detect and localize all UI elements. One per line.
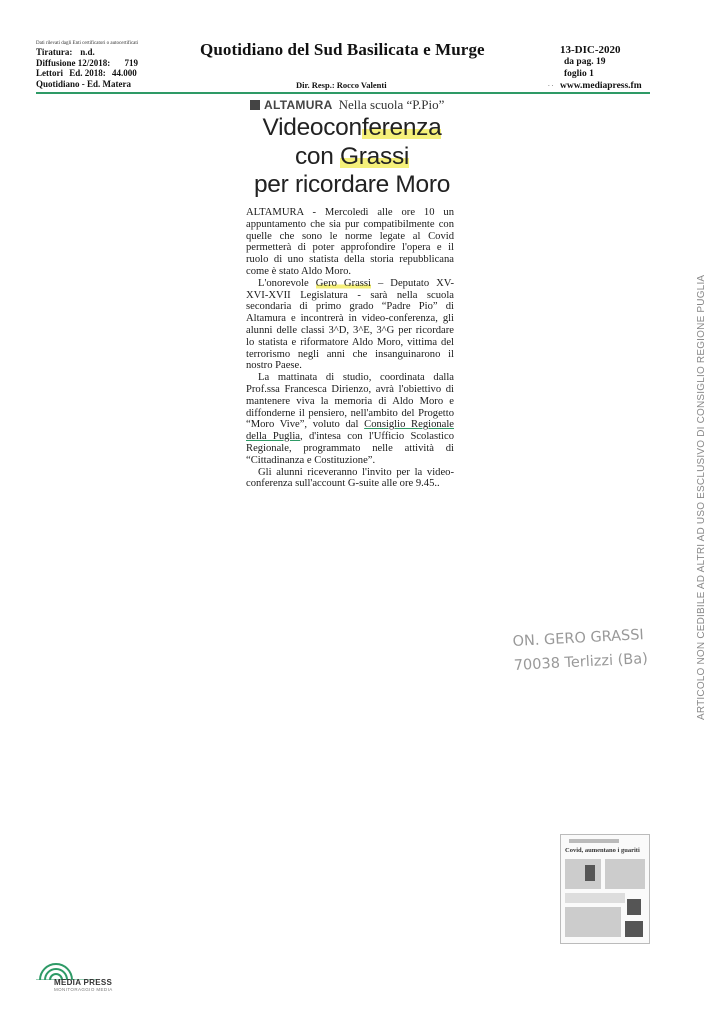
stamp-line-2: 70038 Terlizzi (Ba)	[513, 650, 649, 674]
newspaper-title: Quotidiano del Sud Basilicata e Murge	[200, 40, 485, 59]
article-kicker	[250, 96, 444, 114]
name-highlight: Gero Grassi	[315, 277, 371, 289]
headline-highlight-name: Grassi	[340, 142, 410, 170]
header-dots: . .	[548, 80, 554, 88]
thumbnail-headline: Covid, aumentano i guariti	[565, 847, 640, 854]
logo-wave-icon	[36, 960, 96, 980]
stamp-line-1: ON. GERO GRASSI	[512, 627, 645, 650]
edition-row: Quotidiano - Ed. Matera	[36, 78, 132, 89]
sheet-number: foglio 1	[564, 69, 594, 79]
article-body	[246, 207, 454, 490]
lettori-row: Lettori Ed. 2018: 44.000	[36, 68, 137, 78]
header-rule	[36, 92, 650, 94]
certification-note: Dati rilevati dagli Enti certificatori o autocertificati	[36, 41, 139, 46]
publication-info	[560, 44, 642, 92]
kicker-subtitle: Nella scuola “P.Pio”	[338, 97, 445, 112]
publication-date: 13-DIC-2020	[560, 44, 621, 56]
usage-notice: ARTICOLO NON CEDIBILE AD ALTRI AD USO ESCLUSIVO DI CONSIGLIO REGIONE PUGLIA	[696, 274, 707, 720]
paragraph-4: Gli alunni riceveranno l'invito per la video-conferenza sull'account G-suite alle ore 9.45..	[246, 466, 454, 490]
paragraph-2: L'onorevole Gero Grassi – Deputato XV-XVI-XVII Legislatura - sarà nella scuola secondaria di primo grado “Padre Pio” di Altamura e incontrerà in video-conferenza, gli alunni delle classi 3^D, 3^E, 3^G per ricordare lo statista e riformatore Aldo Moro, vittima del terrorismo negli anni che insanguinarono il nostro Paese.	[246, 277, 454, 372]
circulation-info	[36, 40, 138, 89]
paragraph-1: ALTAMURA - Mercoledì alle ore 10 un appuntamento che sia pur compatibilmente con quelle che sono le norme legate al Covid permetterà di poter approfondire l'opera e il ruolo di uno statista della storia repubblicana come è stato Aldo Moro.	[246, 207, 454, 277]
kicker-place: ALTAMURA	[264, 98, 333, 112]
article-headline: Videoconferenza con Grassi per ricordare Moro	[253, 114, 451, 198]
director: Dir. Resp.: Rocco Valenti	[296, 80, 387, 90]
diffusione-row: Diffusione 12/2018: 719	[36, 57, 139, 68]
page-number: da pag. 19	[564, 57, 606, 67]
headline-highlight: ferenza	[361, 114, 442, 141]
square-bullet-icon	[250, 100, 260, 110]
council-underline: Consiglio Regionale della Puglia	[246, 419, 455, 443]
logo-name: MEDIA PRESS	[54, 978, 113, 987]
thumbnail-photo	[585, 865, 595, 881]
page-thumbnail	[560, 834, 650, 944]
thumbnail-photo	[625, 921, 643, 937]
logo-tagline: MONITORAGGIO MEDIA	[54, 987, 113, 992]
website: www.mediapress.fm	[560, 81, 642, 91]
tiratura-row: Tiratura: n.d.	[36, 47, 95, 57]
office-stamp	[512, 623, 648, 678]
thumbnail-photo	[627, 899, 641, 915]
paragraph-3: La mattinata di studio, coordinata dalla Prof.ssa Francesca Dirienzo, avrà l'obiettivo di mantenere viva la memoria di Aldo Moro e diffonderne il pensiero, nell'ambito del Progetto “Moro Vive”, voluto dal Consiglio Regionale della Puglia, d'intesa con l'Ufficio Scolastico Regionale, programmato nelle attività di “Cittadinanza e Costituzione”.	[246, 372, 455, 466]
